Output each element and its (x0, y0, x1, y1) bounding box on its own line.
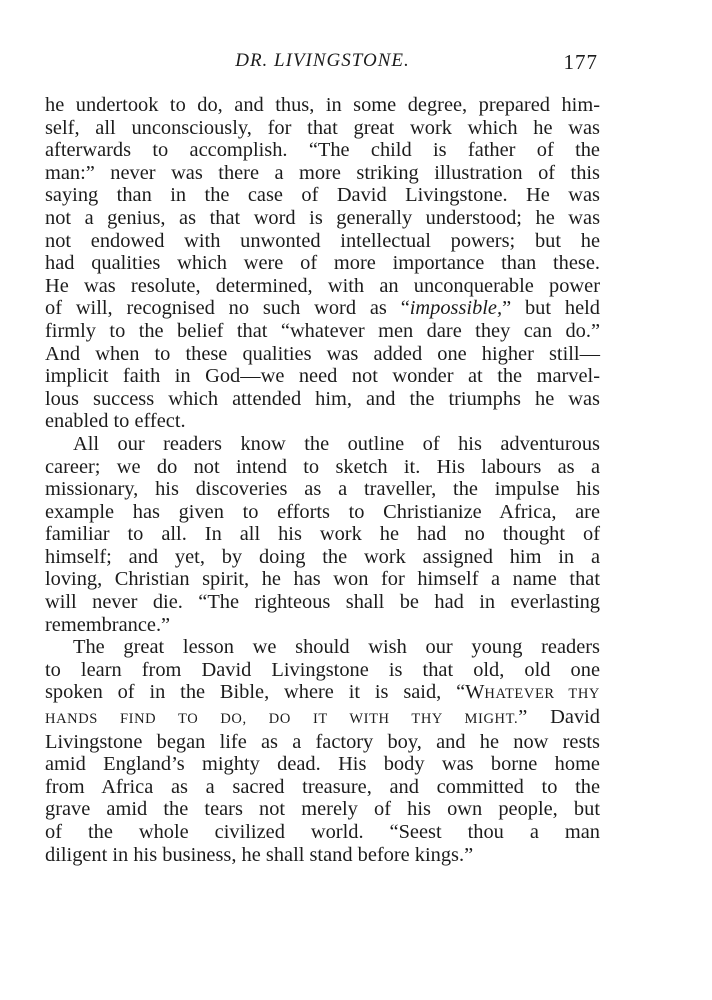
text-line: The great lesson we should wish our young readers (73, 636, 600, 659)
text-line: lous success which attended him, and the triumphs he was (45, 387, 600, 410)
text-line: will never die. “The righteous shall be had in everlasting (45, 591, 600, 614)
text-line: Livingstone began life as a factory boy, and he now rests (45, 730, 600, 753)
running-title: DR. LIVINGSTONE. (235, 50, 410, 71)
text-line: familiar to all. In all his work he had no thought of (45, 523, 600, 546)
text-line: All our readers know the outline of his adventurous (73, 432, 600, 455)
line-segment: ” but held (502, 297, 600, 320)
text-line: not a genius, as that word is generally understood; he was (45, 206, 600, 229)
text-line: grave amid the tears not merely of his own people, but (45, 798, 600, 821)
text-line: not endowed with unwonted intellectual powers; but he (45, 229, 600, 252)
text-line: amid England’s mighty dead. His body was borne home (45, 753, 600, 776)
body-text (45, 94, 600, 866)
italic-word: impossible, (409, 297, 503, 320)
text-line: implicit faith in God—we need not wonder at the marvel- (45, 365, 600, 388)
text-line: example has given to efforts to Christianize Africa, are (45, 500, 600, 523)
text-line (45, 681, 600, 706)
text-line: firmly to the belief that “whatever men dare they can do.” (45, 319, 600, 342)
text-line: from Africa as a sacred treasure, and committed to the (45, 775, 600, 798)
line-segment: ” David (518, 706, 600, 729)
text-line: missionary, his discoveries as a traveller, the impulse his (45, 478, 600, 501)
text-line: remembrance.” (45, 613, 171, 636)
text-line: diligent in his business, he shall stand before kings.” (45, 843, 474, 866)
small-caps-text: HANDS FIND TO DO, DO IT WITH THY MIGHT. (45, 711, 519, 728)
text-line: himself; and yet, by doing the work assigned him in a (45, 545, 600, 568)
text-line: He was resolute, determined, with an unconquerable power (45, 274, 600, 297)
text-line: of the whole civilized world. “Seest thou a man (45, 821, 600, 843)
text-line: saying than in the case of David Livingstone. He was (45, 184, 600, 207)
text-line: afterwards to accomplish. “The child is father of the (45, 139, 600, 162)
text-line: And when to these qualities was added one higher still— (45, 342, 600, 365)
text-line: man:” never was there a more striking illustration of this (45, 161, 600, 184)
line-segment: of will, recognised no such word as “ (45, 297, 410, 320)
running-head (45, 50, 600, 76)
text-line: to learn from David Livingstone is that old, old one (45, 658, 600, 681)
text-line: he undertook to do, and thus, in some degree, prepared him- (45, 94, 600, 116)
line-segment: spoken of in the Bible, where it is said, “W (45, 681, 485, 704)
text-line: self, all unconsciously, for that great work which he was (45, 116, 600, 139)
text-line: career; we do not intend to sketch it. His labours as a (45, 455, 600, 478)
page-number: 177 (563, 50, 598, 74)
text-line: loving, Christian spirit, he has won for himself a name that (45, 568, 600, 591)
text-line: enabled to effect. (45, 410, 186, 433)
text-line (45, 706, 600, 731)
text-line (45, 297, 600, 320)
text-line: had qualities which were of more importance than these. (45, 252, 600, 275)
small-caps-text: HATEVER THY (484, 686, 600, 703)
